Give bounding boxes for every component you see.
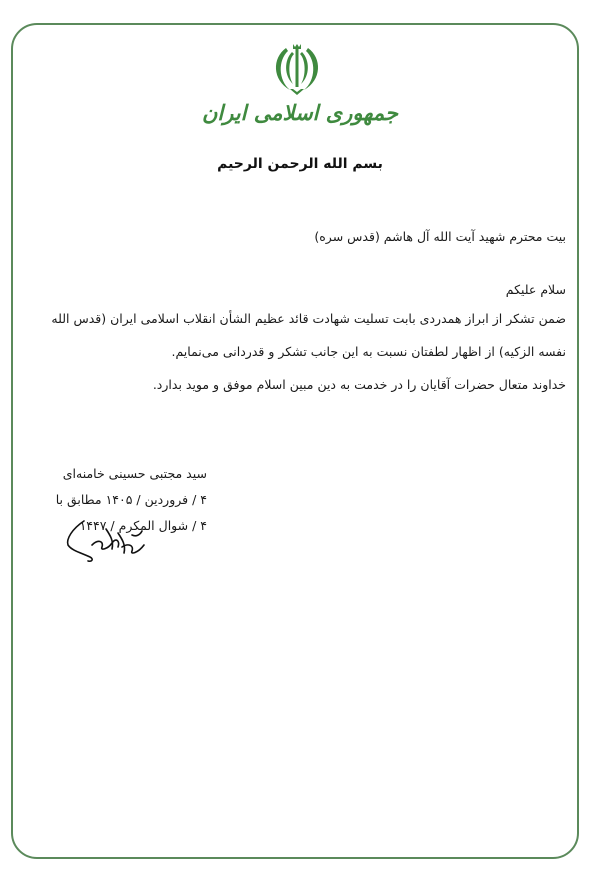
body-paragraph-line: ضمن تشکر از ابراز همدردی بابت تسلیت شهادت قائد عظیم الشأن انقلاب اسلامی ایران (قدس الله [51, 311, 566, 326]
signatory-name: سید مجتبی حسینی خامنه‌ای [62, 466, 207, 481]
letter-frame [11, 23, 579, 859]
handwritten-signature-icon [62, 515, 152, 565]
body-paragraph-line: نفسه الزکیه) از اظهار لطفتان نسبت به این جانب تشکر و قدردانی می‌نمایم. [171, 344, 566, 359]
addressee: بیت محترم شهید آیت الله آل هاشم (قدس سره) [314, 229, 566, 244]
iran-emblem-icon [266, 42, 328, 98]
bismillah-heading: بسم الله الرحمن الرحیم [217, 156, 383, 172]
greeting: سلام علیکم [505, 282, 566, 297]
body-paragraph-line: خداوند متعال حضرات آقایان را در خدمت به دین مبین اسلام موفق و موید بدارد. [152, 377, 566, 392]
date-lunar: ۴ / شوال المکرم / ۱۴۴۷ [79, 518, 207, 533]
date-solar: ۴ / فروردین / ۱۴۰۵ مطابق با [55, 492, 207, 507]
country-name: جمهوری اسلامی ایران [201, 100, 399, 125]
